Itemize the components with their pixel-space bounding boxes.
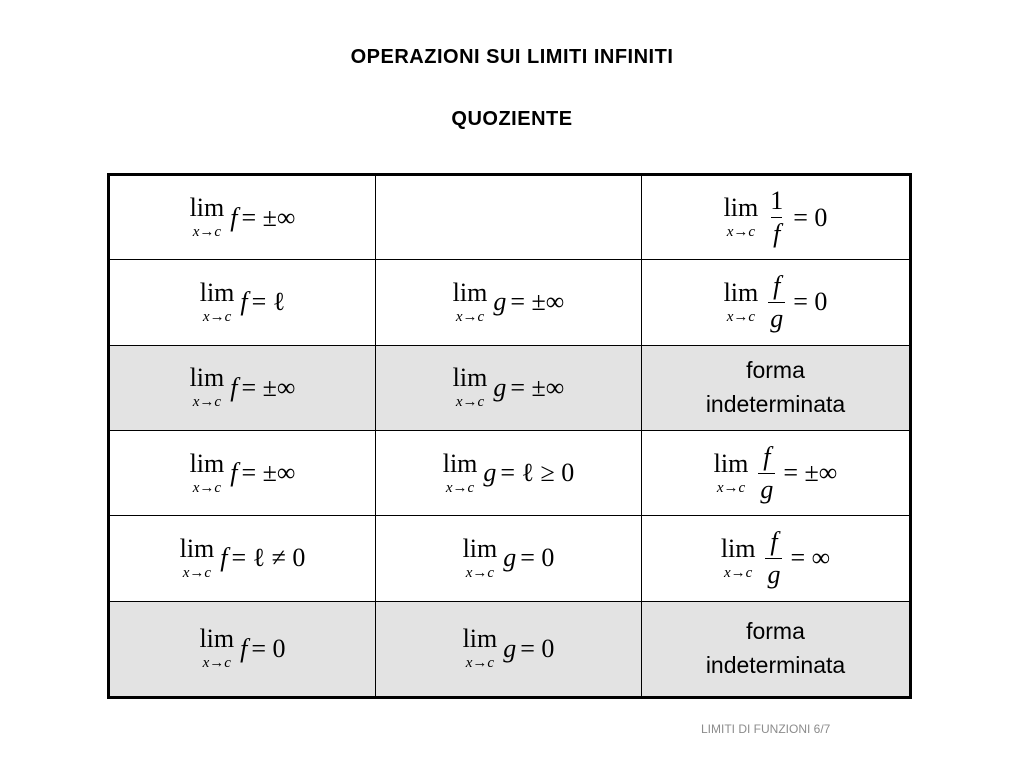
limit-subscript: x→c bbox=[192, 394, 222, 411]
limit-word: lim bbox=[720, 533, 756, 563]
f-limit-cell bbox=[109, 601, 376, 697]
table-row bbox=[109, 516, 911, 601]
limit-subscript: x→c bbox=[192, 479, 222, 496]
indeterminate-line-1: forma bbox=[746, 618, 805, 645]
f-limit-value: = ±∞ bbox=[241, 372, 296, 402]
limit-operator bbox=[442, 448, 478, 496]
f-limit-value: = ±∞ bbox=[241, 202, 296, 232]
limit-subscript: x→c bbox=[445, 479, 475, 496]
quotient-limit-value: = 0 bbox=[793, 287, 828, 317]
g-limit-cell bbox=[376, 260, 642, 345]
f-limit-cell bbox=[109, 516, 376, 601]
g-limit-value: = ℓ ≥ 0 bbox=[500, 458, 575, 488]
limit-word: lim bbox=[723, 193, 759, 223]
f-limit-expression bbox=[190, 195, 296, 240]
limit-subscript: x→c bbox=[716, 479, 746, 496]
fraction-denominator: g bbox=[770, 303, 784, 333]
g-limit-expression bbox=[462, 533, 555, 581]
g-limit-cell bbox=[376, 601, 642, 697]
limit-word: lim bbox=[452, 363, 488, 393]
limit-word: lim bbox=[723, 277, 759, 307]
limit-subscript: x→c bbox=[192, 224, 222, 241]
f-variable: f bbox=[240, 633, 248, 663]
table-row bbox=[109, 601, 911, 697]
f-limit-cell bbox=[109, 260, 376, 345]
f-limit-cell bbox=[109, 175, 376, 260]
limits-table bbox=[107, 173, 912, 699]
limit-word: lim bbox=[189, 193, 225, 223]
limit-word: lim bbox=[199, 277, 235, 307]
limit-word: lim bbox=[713, 448, 749, 478]
table-row bbox=[109, 260, 911, 345]
g-limit-expression bbox=[463, 626, 555, 671]
limit-subscript: x→c bbox=[182, 564, 212, 581]
g-limit-value: = ±∞ bbox=[510, 372, 565, 402]
g-variable: g bbox=[493, 287, 507, 317]
limit-operator bbox=[724, 195, 759, 240]
quotient-limit-value: = ∞ bbox=[790, 543, 831, 573]
limit-operator bbox=[462, 533, 498, 581]
limit-operator bbox=[463, 626, 498, 671]
limit-subscript: x→c bbox=[465, 655, 495, 672]
limit-subscript: x→c bbox=[202, 655, 231, 672]
limit-subscript: x→c bbox=[465, 564, 495, 581]
g-variable: g bbox=[503, 633, 517, 663]
fraction bbox=[768, 270, 785, 333]
g-limit-cell bbox=[376, 430, 642, 515]
f-limit-expression bbox=[190, 365, 296, 410]
g-limit-value: = 0 bbox=[520, 543, 555, 573]
indeterminate-form-label bbox=[642, 615, 909, 682]
g-limit-expression bbox=[453, 365, 565, 410]
f-limit-value: = 0 bbox=[251, 633, 286, 663]
fraction-numerator: 1 bbox=[770, 186, 784, 216]
limit-operator bbox=[713, 448, 749, 496]
limit-operator bbox=[189, 448, 225, 496]
limit-word: lim bbox=[179, 533, 215, 563]
limit-word: lim bbox=[442, 448, 478, 478]
quotient-result-cell bbox=[642, 260, 911, 345]
indeterminate-line-2: indeterminata bbox=[705, 390, 846, 417]
limit-operator bbox=[190, 195, 225, 240]
limit-operator bbox=[199, 626, 234, 671]
limit-word: lim bbox=[462, 533, 498, 563]
g-variable: g bbox=[483, 458, 497, 488]
section-subtitle: QUOZIENTE bbox=[451, 108, 573, 130]
f-limit-expression bbox=[199, 277, 286, 325]
quotient-limit-value: = ±∞ bbox=[783, 458, 838, 488]
quotient-limit-value: = 0 bbox=[793, 202, 828, 232]
table-row bbox=[109, 345, 911, 430]
quotient-limit-expression bbox=[724, 188, 828, 247]
f-limit-expression bbox=[189, 448, 296, 496]
f-variable: f bbox=[230, 372, 238, 402]
page-title: OPERAZIONI SUI LIMITI INFINITI bbox=[350, 46, 674, 68]
f-limit-expression bbox=[179, 533, 306, 581]
indeterminate-line-2: indeterminata bbox=[705, 651, 846, 678]
quotient-limit-expression bbox=[713, 441, 838, 504]
f-limit-value: = ±∞ bbox=[241, 458, 296, 488]
fraction bbox=[765, 526, 782, 589]
table-row bbox=[109, 175, 911, 260]
limit-operator bbox=[452, 277, 488, 325]
limit-operator bbox=[190, 365, 225, 410]
g-limit-expression bbox=[452, 277, 565, 325]
limit-word: lim bbox=[189, 363, 225, 393]
g-limit-value: = 0 bbox=[520, 633, 555, 663]
fraction-denominator: g bbox=[760, 474, 774, 504]
limit-operator bbox=[723, 277, 759, 325]
slide-footer: LIMITI DI FUNZIONI 6/7 bbox=[701, 722, 831, 736]
limit-subscript: x→c bbox=[726, 308, 756, 325]
limit-word: lim bbox=[189, 448, 225, 478]
quotient-limit-expression bbox=[720, 526, 831, 589]
limit-word: lim bbox=[462, 624, 498, 654]
f-variable: f bbox=[220, 543, 228, 573]
f-variable: f bbox=[230, 202, 238, 232]
quotient-result-cell bbox=[642, 175, 911, 260]
limit-subscript: x→c bbox=[202, 308, 232, 325]
limit-subscript: x→c bbox=[726, 224, 756, 241]
f-limit-value: = ℓ bbox=[251, 287, 286, 317]
fraction-denominator: f bbox=[773, 219, 781, 249]
fraction-denominator: g bbox=[767, 559, 781, 589]
g-limit-cell bbox=[376, 345, 642, 430]
g-limit-expression bbox=[442, 448, 575, 496]
limit-operator bbox=[453, 365, 488, 410]
limit-word: lim bbox=[199, 624, 235, 654]
f-limit-expression bbox=[199, 626, 285, 671]
f-limit-value: = ℓ ≠ 0 bbox=[231, 543, 306, 573]
g-limit-cell bbox=[376, 516, 642, 601]
f-variable: f bbox=[240, 287, 248, 317]
limit-operator bbox=[179, 533, 215, 581]
fraction bbox=[758, 441, 775, 504]
fraction-numerator: f bbox=[770, 526, 778, 556]
quotient-result-cell bbox=[642, 516, 911, 601]
quotient-result-cell bbox=[642, 601, 911, 697]
indeterminate-line-1: forma bbox=[746, 357, 805, 384]
quotient-limit-expression bbox=[723, 270, 828, 333]
f-limit-cell bbox=[109, 345, 376, 430]
f-limit-cell bbox=[109, 430, 376, 515]
g-variable: g bbox=[503, 543, 517, 573]
indeterminate-form-label bbox=[642, 354, 909, 421]
f-variable: f bbox=[230, 458, 238, 488]
limit-operator bbox=[199, 277, 235, 325]
limit-subscript: x→c bbox=[723, 564, 753, 581]
table-row bbox=[109, 430, 911, 515]
limit-subscript: x→c bbox=[455, 308, 485, 325]
g-variable: g bbox=[493, 372, 507, 402]
g-limit-cell bbox=[376, 175, 642, 260]
quotient-result-cell bbox=[642, 430, 911, 515]
fraction bbox=[768, 188, 785, 247]
limit-operator bbox=[720, 533, 756, 581]
limit-word: lim bbox=[452, 277, 488, 307]
quotient-result-cell bbox=[642, 345, 911, 430]
limit-subscript: x→c bbox=[455, 394, 485, 411]
g-limit-value: = ±∞ bbox=[510, 287, 565, 317]
fraction-numerator: f bbox=[763, 441, 771, 471]
fraction-numerator: f bbox=[773, 270, 781, 300]
